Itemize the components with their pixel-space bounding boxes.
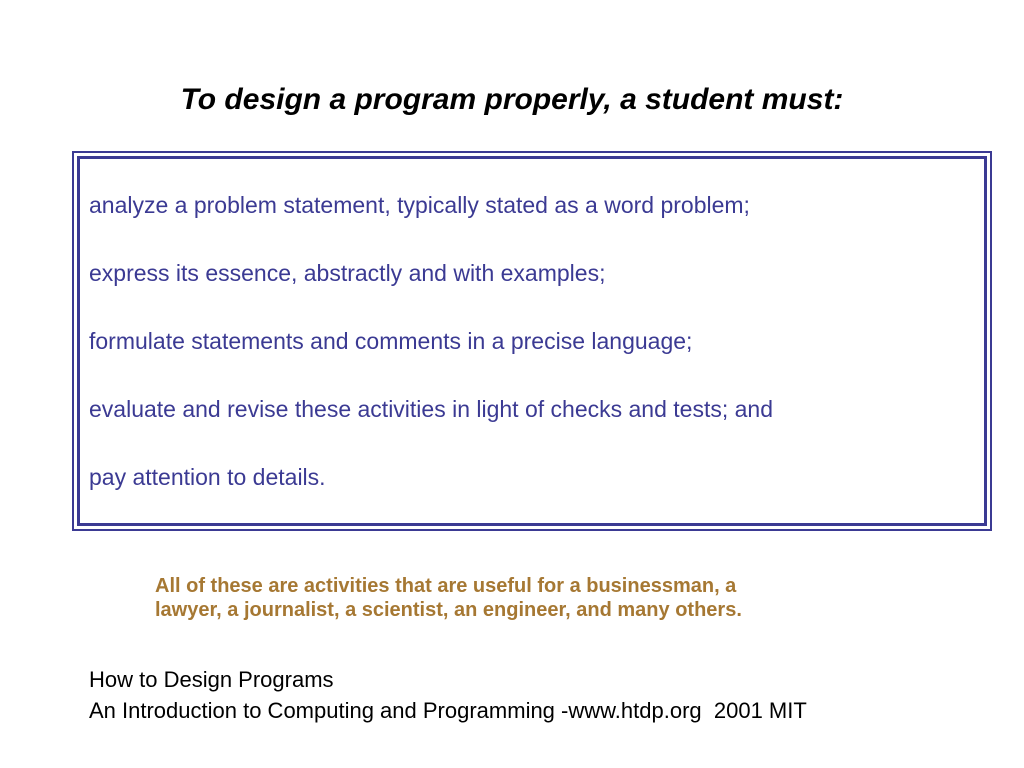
footer-book-title: How to Design Programs bbox=[89, 667, 334, 692]
summary-note-line-2: lawyer, a journalist, a scientist, an engineer, and many others. bbox=[155, 599, 742, 621]
footer-book-subtitle: An Introduction to Computing and Programming -www.htdp.org 2001 MIT bbox=[89, 698, 807, 723]
list-item: analyze a problem statement, typically stated as a word problem; bbox=[89, 192, 750, 218]
slide-title: To design a program properly, a student must: bbox=[180, 83, 844, 116]
list-item: formulate statements and comments in a precise language; bbox=[89, 328, 693, 354]
list-item: pay attention to details. bbox=[89, 464, 326, 490]
source-footer bbox=[89, 664, 807, 726]
list-item: evaluate and revise these activities in light of checks and tests; and bbox=[89, 396, 774, 422]
summary-note bbox=[155, 574, 975, 622]
requirements-list bbox=[89, 189, 773, 529]
list-item: express its essence, abstractly and with examples; bbox=[89, 260, 606, 286]
summary-note-line-1: All of these are activities that are useful for a businessman, a bbox=[155, 575, 737, 597]
